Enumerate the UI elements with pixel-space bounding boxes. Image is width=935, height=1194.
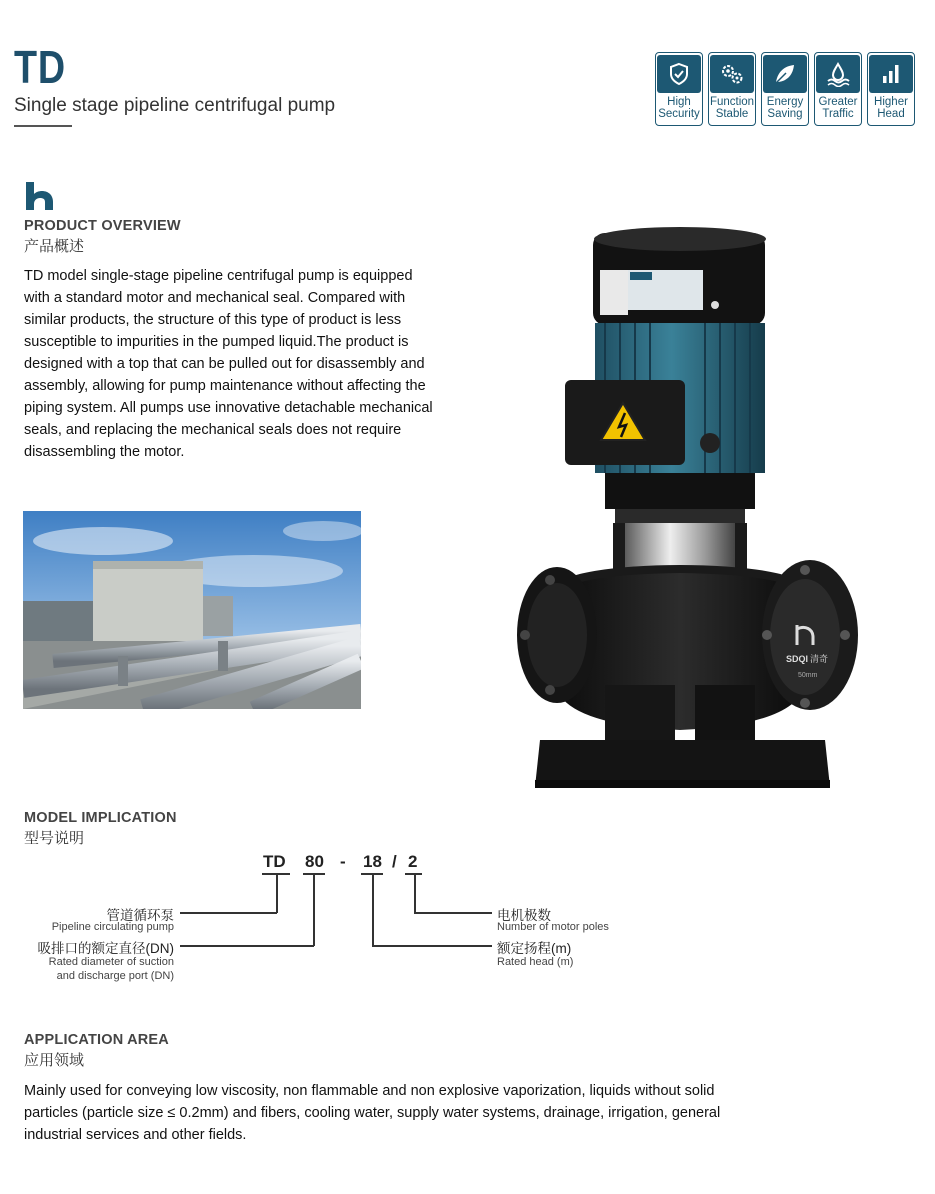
model-title-cn: 型号说明	[24, 830, 85, 847]
code-part-head: 18	[363, 852, 382, 871]
label-rated-head-en: Rated head (m)	[497, 956, 574, 968]
label-pipeline-pump-en: Pipeline circulating pump	[51, 921, 174, 933]
brand-logo-icon	[24, 180, 56, 212]
connector-td-h	[180, 912, 277, 914]
connector-head-h	[372, 945, 492, 947]
application-title-cn: 应用领域	[24, 1052, 85, 1069]
title-underline	[14, 125, 72, 127]
gears-icon	[719, 61, 745, 87]
code-part-poles: 2	[408, 852, 418, 871]
model-title-en: MODEL IMPLICATION	[24, 810, 177, 826]
code-part-dash: -	[340, 852, 346, 871]
product-subtitle: Single stage pipeline centrifugal pump	[14, 95, 336, 116]
badge-energy-saving: Energy Saving	[761, 52, 809, 126]
label-motor-poles-cn: 电机极数	[497, 908, 551, 923]
label-rated-diameter-en-1: Rated diameter of suction	[48, 956, 174, 968]
pump-brand-label: SDQI	[786, 654, 809, 664]
label-pipeline-pump-cn: 管道循环泵	[106, 908, 174, 923]
pump-brand-cn-label: 清奇	[810, 654, 829, 664]
connector-dn-v	[313, 873, 315, 946]
code-part-slash: /	[392, 852, 397, 871]
badge-greater-traffic: Greater Traffic	[814, 52, 862, 126]
application-body: Mainly used for conveying low viscosity, non flammable and non explosive vaporization, liquids without solid particles (particle size ≤ 0.2mm) and fibers, cooling water, supply water systems, drainage, irrigation, general industrial services and other fields.	[24, 1083, 721, 1143]
badge-high-security: High Security	[655, 52, 703, 126]
overview-body: TD model single-stage pipeline centrifugal pump is equipped with a standard motor and mechanical seal. Compared with similar products, the structure of this type of product is less susceptible to impurities in the pumped liquid.The product is designed with a top that can be pulled out for disassembly and assembly, allowing for pump maintenance without affecting the piping system. All pumps use innovative detachable mechanical seals, and replacing the mechanical seals does not require disassembling the motor.	[24, 268, 433, 460]
connector-head-v	[372, 873, 374, 946]
shield-icon	[666, 61, 692, 87]
water-drop-icon	[825, 61, 851, 87]
leaf-icon	[772, 61, 798, 87]
code-part-td: TD	[263, 852, 286, 871]
bar-chart-icon	[878, 61, 904, 87]
code-part-dn: 80	[305, 852, 324, 871]
connector-poles-h	[414, 912, 492, 914]
connector-dn-h	[180, 945, 314, 947]
application-title-en: APPLICATION AREA	[24, 1032, 169, 1048]
badge-function-stable: Function Stable	[708, 52, 756, 126]
label-rated-diameter-en-2: and discharge port (DN)	[56, 970, 174, 982]
td-pump-product-image	[505, 225, 865, 795]
pipeline-rooftop-photo	[23, 511, 361, 709]
label-rated-diameter-cn: 吸排口的额定直径(DN)	[37, 941, 174, 956]
feature-badges	[655, 52, 915, 126]
label-motor-poles-en: Number of motor poles	[497, 921, 609, 933]
overview-title-en: PRODUCT OVERVIEW	[24, 218, 181, 234]
label-rated-head-cn: 额定扬程(m)	[497, 941, 572, 956]
connector-poles-v	[414, 873, 416, 913]
badge-higher-head: Higher Head	[867, 52, 915, 126]
pump-size-label: 50mm	[798, 672, 818, 679]
overview-title-cn: 产品概述	[24, 238, 85, 255]
connector-td-v	[276, 873, 278, 913]
model-code: TD	[14, 41, 66, 93]
